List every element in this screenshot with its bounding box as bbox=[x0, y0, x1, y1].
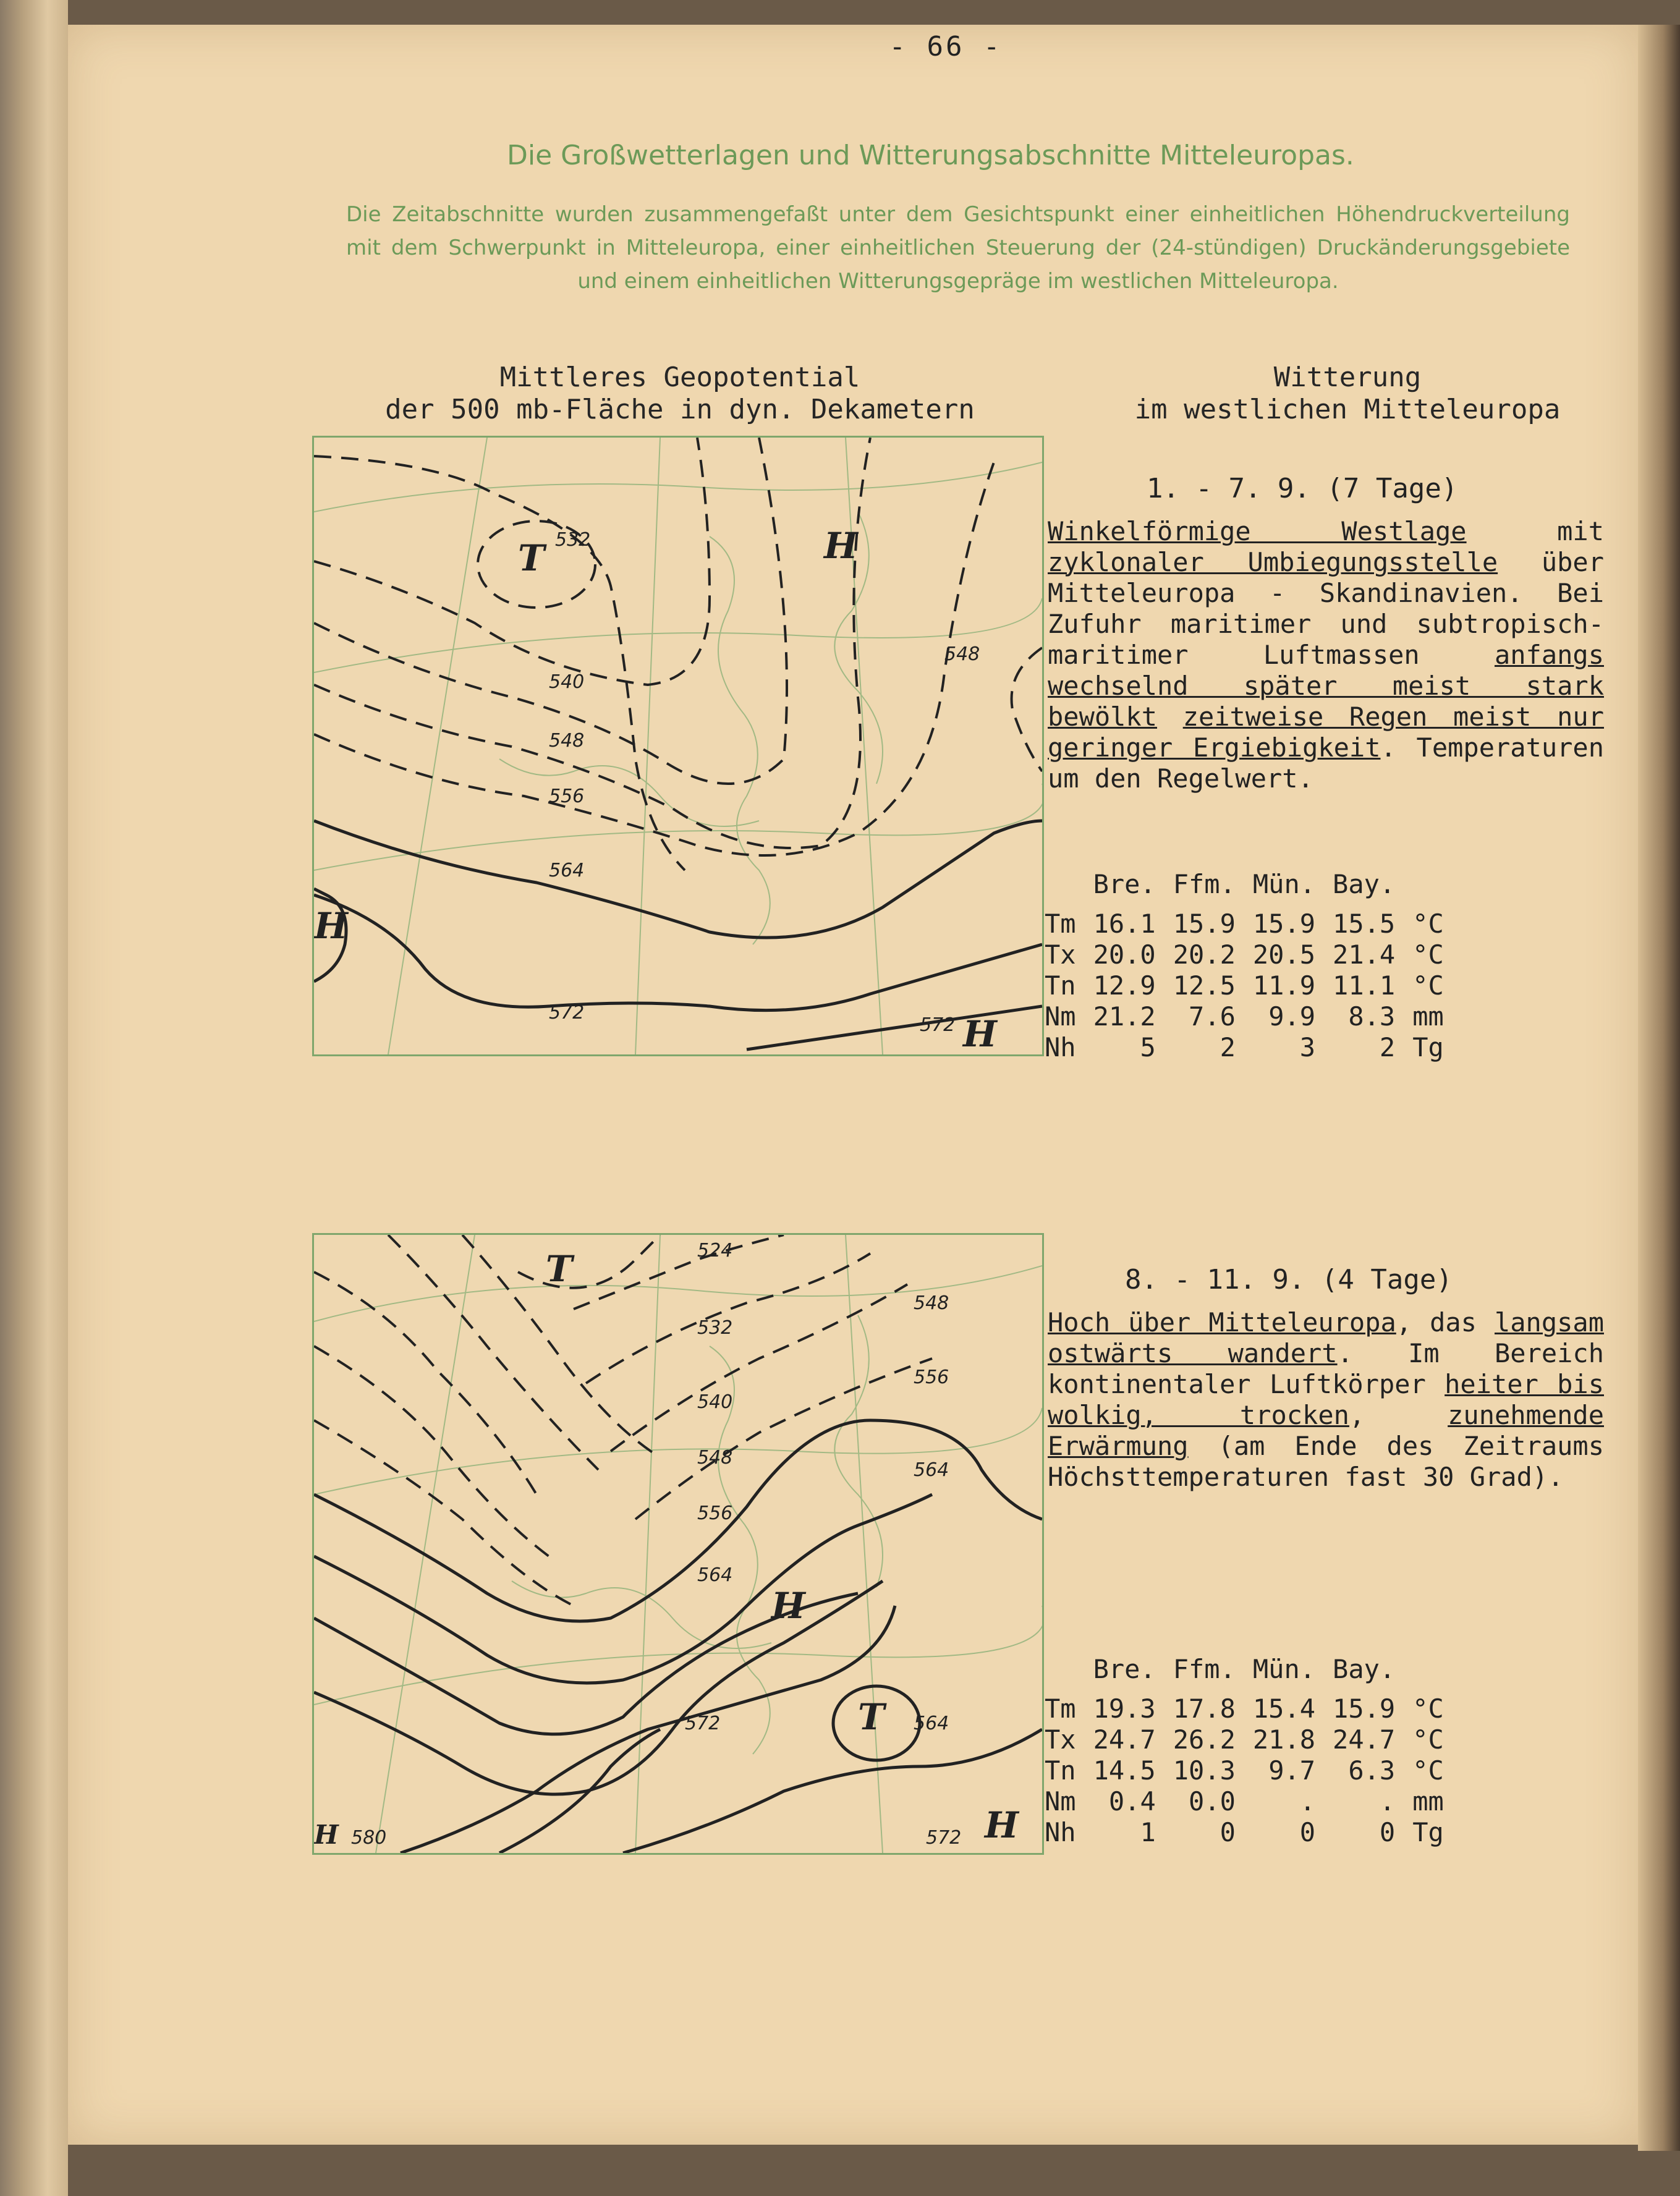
page-heading: Die Großwetterlagen und Witterungsabschnitte Mitteleuropas. bbox=[507, 140, 1354, 171]
row-label: Nm bbox=[1045, 1001, 1076, 1032]
description-text: . Im Bereich kontinentaler Luftkörper bbox=[1048, 1338, 1605, 1399]
station-header: Mün. bbox=[1252, 868, 1316, 899]
table-cell: 15.9 bbox=[1173, 908, 1236, 939]
page-number: - 66 - bbox=[889, 31, 1003, 62]
table-cell: 7.6 bbox=[1189, 1001, 1236, 1032]
table-cell: 17.8 bbox=[1173, 1693, 1236, 1724]
table-cell: 21.8 bbox=[1252, 1724, 1316, 1755]
row-unit: °C bbox=[1412, 1724, 1444, 1755]
table-cell: 14.5 bbox=[1093, 1755, 1156, 1786]
row-unit: mm bbox=[1412, 1001, 1444, 1032]
table-cell: 15.5 bbox=[1333, 908, 1396, 939]
table-cell: 15.4 bbox=[1252, 1693, 1316, 1724]
underlined-phrase: zeitweise Regen meist nur geringer Ergiebigkeit bbox=[1048, 702, 1604, 763]
high-marker: H bbox=[314, 905, 348, 947]
period-2-label bbox=[1125, 1264, 1453, 1295]
isoline-label: 548 bbox=[944, 643, 980, 665]
underlined-phrase: zunehmende Erwärmung bbox=[1048, 1400, 1604, 1461]
isoline-label: 524 bbox=[697, 1240, 733, 1261]
book-page-stack-edge bbox=[0, 0, 68, 2196]
station-header: Ffm. bbox=[1173, 1653, 1236, 1684]
isoline-label: 564 bbox=[914, 1459, 949, 1481]
isoline-label: 572 bbox=[549, 1002, 585, 1024]
table-row bbox=[1045, 1001, 1453, 1032]
underlined-phrase: Winkelförmige Westlage bbox=[1048, 516, 1467, 546]
table-cell: 20.5 bbox=[1252, 939, 1316, 970]
station-header: Ffm. bbox=[1173, 868, 1236, 899]
period-1-label bbox=[1147, 473, 1457, 504]
table-row bbox=[1045, 1693, 1453, 1724]
high-marker: H bbox=[771, 1585, 805, 1627]
table-cell: . bbox=[1379, 1786, 1396, 1817]
table-cell: 20.0 bbox=[1093, 939, 1156, 970]
row-label: Nm bbox=[1045, 1786, 1076, 1817]
description-text: (am Ende des Zeitraums Höchsttemperaturen fast 30 Grad). bbox=[1048, 1431, 1604, 1492]
station-header: Bre. bbox=[1093, 868, 1156, 899]
table-cell: 9.9 bbox=[1268, 1001, 1316, 1032]
table-row bbox=[1045, 1755, 1453, 1786]
table-cell: 0 bbox=[1299, 1817, 1316, 1847]
period-1-climate-table bbox=[1045, 868, 1453, 1062]
isoline-label: 548 bbox=[697, 1447, 733, 1469]
isoline-label: 548 bbox=[549, 730, 585, 752]
table-cell: 6.3 bbox=[1348, 1755, 1396, 1786]
description-text: , das bbox=[1396, 1307, 1495, 1338]
right-column-heading: Witterung im westlichen Mitteleuropa bbox=[1134, 362, 1561, 425]
table-cell: 11.9 bbox=[1252, 970, 1316, 1001]
table-row bbox=[1045, 1724, 1453, 1755]
table-row bbox=[1045, 1032, 1453, 1062]
table-cell: 2 bbox=[1220, 1032, 1236, 1062]
row-unit: °C bbox=[1412, 939, 1444, 970]
row-unit: mm bbox=[1412, 1786, 1444, 1817]
period-2-description bbox=[1048, 1307, 1604, 1493]
row-unit: °C bbox=[1412, 908, 1444, 939]
table-row bbox=[1045, 1817, 1453, 1847]
description-text: , bbox=[1349, 1400, 1448, 1430]
isoline-label: 556 bbox=[697, 1503, 733, 1524]
table-row bbox=[1045, 908, 1453, 939]
row-unit: Tg bbox=[1412, 1032, 1444, 1062]
book-binding-edge bbox=[1638, 25, 1680, 2151]
station-header: Mün. bbox=[1252, 1653, 1316, 1684]
table-cell: 11.1 bbox=[1333, 970, 1396, 1001]
table-row bbox=[1045, 1786, 1453, 1817]
row-label: Tn bbox=[1045, 1755, 1076, 1786]
table-cell: 0 bbox=[1379, 1817, 1396, 1847]
period-1-description bbox=[1048, 516, 1604, 794]
isoline-label: 572 bbox=[685, 1713, 721, 1734]
high-marker: H bbox=[985, 1804, 1019, 1846]
table-header-row bbox=[1045, 1653, 1453, 1693]
isoline-label: 580 bbox=[351, 1827, 387, 1849]
table-cell: 21.2 bbox=[1093, 1001, 1156, 1032]
table-cell: 12.9 bbox=[1093, 970, 1156, 1001]
table-cell: 24.7 bbox=[1333, 1724, 1396, 1755]
isoline-label: 572 bbox=[926, 1827, 962, 1849]
table-corner-cell bbox=[1045, 868, 1085, 908]
period-2-climate-table bbox=[1045, 1653, 1453, 1847]
table-cell: 5 bbox=[1140, 1032, 1156, 1062]
table-cell: 9.7 bbox=[1268, 1755, 1316, 1786]
isoline-label: 564 bbox=[914, 1713, 949, 1734]
isoline-label: 556 bbox=[914, 1367, 949, 1388]
row-unit: °C bbox=[1412, 970, 1444, 1001]
row-label: Nh bbox=[1045, 1032, 1076, 1062]
row-unit: °C bbox=[1412, 1755, 1444, 1786]
table-cell: 0.0 bbox=[1189, 1786, 1236, 1817]
row-label: Nh bbox=[1045, 1817, 1076, 1847]
row-label: Tx bbox=[1045, 1724, 1076, 1755]
table-cell: 15.9 bbox=[1252, 908, 1316, 939]
table-cell: 0 bbox=[1220, 1817, 1236, 1847]
table-cell: 0.4 bbox=[1108, 1786, 1156, 1817]
description-text: mit bbox=[1466, 516, 1604, 546]
map-1-drawing bbox=[314, 438, 1042, 1054]
row-label: Tx bbox=[1045, 939, 1076, 970]
row-label: Tm bbox=[1045, 908, 1076, 939]
station-header: Bay. bbox=[1333, 868, 1396, 899]
geopotential-map-2 bbox=[312, 1233, 1044, 1855]
isoline-label: 572 bbox=[920, 1014, 956, 1036]
isoline-label: 532 bbox=[555, 529, 591, 551]
isoline-label: 564 bbox=[697, 1564, 733, 1586]
table-cell: 24.7 bbox=[1093, 1724, 1156, 1755]
period-2-label-text: 8. - 11. 9. (4 Tage) bbox=[1125, 1264, 1453, 1295]
underlined-phrase: heiter bis wolkig, trocken bbox=[1048, 1369, 1604, 1430]
isoline-label: 540 bbox=[549, 671, 585, 693]
isoline-label: 556 bbox=[549, 786, 585, 807]
row-label: Tm bbox=[1045, 1693, 1076, 1724]
high-marker: H bbox=[824, 525, 858, 567]
left-column-heading: Mittleres Geopotential der 500 mb-Fläche in dyn. Dekametern bbox=[385, 362, 975, 425]
intro-paragraph: Die Zeitabschnitte wurden zusammengefaßt unter dem Gesichtspunkt einer einheitlichen Höhendruckverteilung mit dem Schwerpunkt in Mitteleuropa, einer einheitlichen Steuerung der (24-stündigen) Druckänderungsgebiete und einem einheitlichen Witterungsgepräge im westlichen Mitteleuropa. bbox=[346, 202, 1570, 294]
table-cell: 21.4 bbox=[1333, 939, 1396, 970]
table-corner-cell bbox=[1045, 1653, 1085, 1693]
period-1-label-text: 1. - 7. 9. (7 Tage) bbox=[1147, 473, 1458, 504]
table-cell: 15.9 bbox=[1333, 1693, 1396, 1724]
high-marker: H bbox=[314, 1820, 339, 1850]
table-cell: 19.3 bbox=[1093, 1693, 1156, 1724]
table-cell: 16.1 bbox=[1093, 908, 1156, 939]
table-cell: . bbox=[1299, 1786, 1316, 1817]
map-2-drawing bbox=[314, 1235, 1042, 1853]
table-header-row bbox=[1045, 868, 1453, 908]
table-cell: 12.5 bbox=[1173, 970, 1236, 1001]
table-cell: 10.3 bbox=[1173, 1755, 1236, 1786]
table-cell: 26.2 bbox=[1173, 1724, 1236, 1755]
table-row bbox=[1045, 970, 1453, 1001]
row-label: Tn bbox=[1045, 970, 1076, 1001]
high-marker: H bbox=[963, 1013, 997, 1054]
isoline-label: 540 bbox=[697, 1391, 733, 1413]
row-unit: °C bbox=[1412, 1693, 1444, 1724]
table-cell: 2 bbox=[1379, 1032, 1396, 1062]
low-marker: T bbox=[858, 1696, 885, 1738]
underlined-phrase: anfangs wechselnd später meist stark bewölkt bbox=[1048, 640, 1604, 732]
description-text: über Mitteleuropa - Skandinavien. Bei Zufuhr maritimer und subtropisch-maritimer Luftmassen bbox=[1048, 547, 1604, 670]
underlined-phrase: langsam ostwärts wandert bbox=[1048, 1307, 1604, 1368]
station-header: Bay. bbox=[1333, 1653, 1396, 1684]
table-cell: 20.2 bbox=[1173, 939, 1236, 970]
low-marker: T bbox=[518, 537, 545, 579]
geopotential-map-1 bbox=[312, 436, 1044, 1056]
table-row bbox=[1045, 939, 1453, 970]
isoline-label: 564 bbox=[549, 860, 585, 881]
low-marker: T bbox=[546, 1248, 573, 1290]
table-cell: 8.3 bbox=[1348, 1001, 1396, 1032]
isoline-label: 548 bbox=[914, 1292, 949, 1314]
underlined-phrase: Hoch über Mitteleuropa bbox=[1048, 1307, 1396, 1338]
station-header: Bre. bbox=[1093, 1653, 1156, 1684]
row-unit: Tg bbox=[1412, 1817, 1444, 1847]
description-text: . Temperaturen um den Regelwert. bbox=[1048, 732, 1604, 794]
description-text bbox=[1157, 702, 1183, 732]
underlined-phrase: zyklonaler Umbiegungsstelle bbox=[1048, 547, 1498, 577]
isoline-label: 532 bbox=[697, 1317, 733, 1339]
table-cell: 3 bbox=[1299, 1032, 1316, 1062]
table-cell: 1 bbox=[1140, 1817, 1156, 1847]
